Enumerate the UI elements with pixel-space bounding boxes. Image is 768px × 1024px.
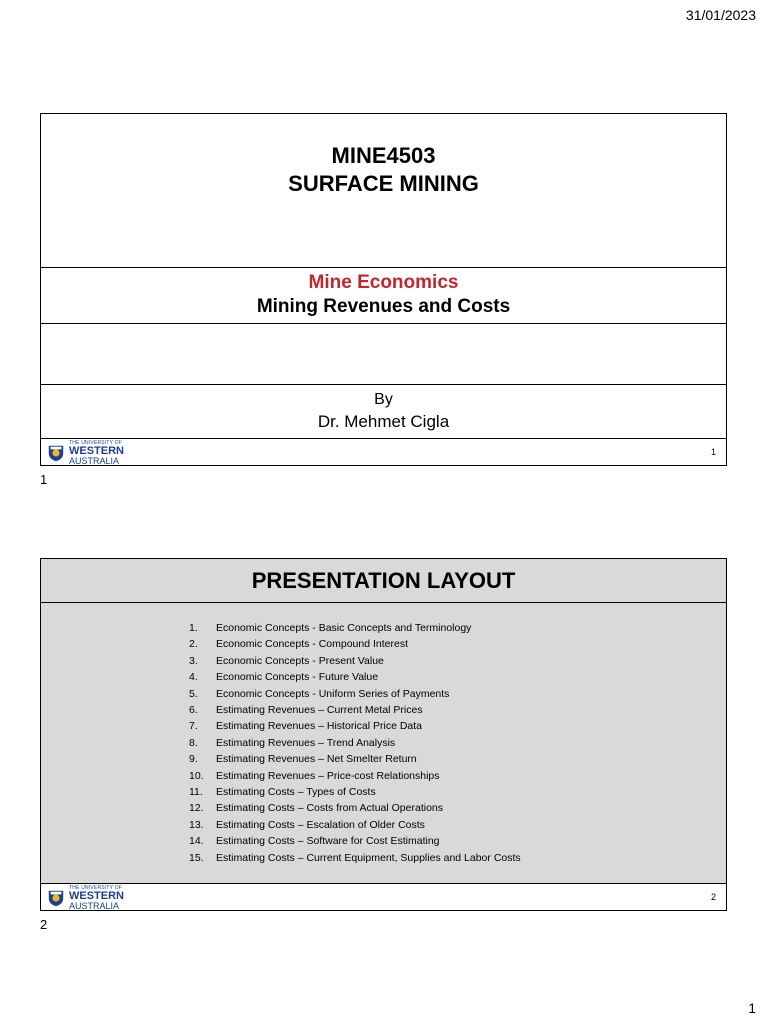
slide-2-title: PRESENTATION LAYOUT xyxy=(251,568,516,593)
agenda-item-text: Estimating Revenues – Current Metal Prices xyxy=(216,704,423,717)
agenda-item-number: 6. xyxy=(189,704,198,717)
agenda-item-number: 3. xyxy=(189,654,198,667)
agenda-item-text: Estimating Revenues – Historical Price Data xyxy=(216,720,423,733)
print-date: 31/01/2023 xyxy=(685,7,756,23)
course-code: MINE4503 xyxy=(331,143,436,168)
slide-number: 2 xyxy=(710,892,716,902)
agenda-item-text: Estimating Costs – Costs from Actual Operations xyxy=(216,802,444,815)
agenda-item-text: Estimating Costs – Software for Cost Estimating xyxy=(216,835,440,848)
agenda-item-text: Estimating Revenues – Net Smelter Return xyxy=(216,753,417,766)
author-name: Dr. Mehmet Cigla xyxy=(317,412,450,431)
agenda-item xyxy=(189,735,521,751)
slide-2 xyxy=(40,558,727,911)
agenda-item xyxy=(189,718,521,734)
topic-title: Mine Economics xyxy=(308,272,459,293)
agenda-item-text: Estimating Revenues – Trend Analysis xyxy=(216,736,396,749)
agenda-item xyxy=(189,833,521,849)
agenda-item-number: 7. xyxy=(189,720,198,733)
agenda-item-number: 5. xyxy=(189,687,198,700)
agenda-item xyxy=(189,800,521,816)
crest-icon xyxy=(47,889,65,907)
agenda-item xyxy=(189,751,521,767)
logo-line2: WESTERN xyxy=(69,890,124,902)
uwa-logo xyxy=(47,886,124,910)
agenda-item-number: 9. xyxy=(189,753,198,766)
logo-line3: AUSTRALIA xyxy=(69,901,120,911)
blank-section xyxy=(41,323,726,385)
agenda-item xyxy=(189,850,521,866)
title-section xyxy=(41,114,726,268)
slide-footer xyxy=(41,883,726,910)
agenda-item-number: 12. xyxy=(189,802,204,815)
agenda-item xyxy=(189,653,521,669)
agenda-list xyxy=(189,620,521,866)
agenda-item-number: 11. xyxy=(189,786,203,799)
slide-2-header xyxy=(41,559,726,603)
logo-line3: AUSTRALIA xyxy=(69,456,120,466)
uwa-logo xyxy=(47,441,124,465)
slide-1 xyxy=(40,113,727,466)
author-section xyxy=(41,384,726,439)
topic-subtitle: Mining Revenues and Costs xyxy=(256,296,511,317)
agenda-item-number: 14. xyxy=(189,835,204,848)
agenda-item xyxy=(189,636,521,652)
logo-line1: THE UNIVERSITY OF xyxy=(69,440,123,446)
agenda-item-text: Estimating Costs – Types of Costs xyxy=(216,786,376,799)
agenda-item-number: 15. xyxy=(189,851,204,864)
slide-footer xyxy=(41,439,726,465)
agenda-item-text: Economic Concepts - Future Value xyxy=(216,671,379,684)
agenda-item-text: Estimating Revenues – Price-cost Relationships xyxy=(216,769,440,782)
logo-line1: THE UNIVERSITY OF xyxy=(69,885,123,891)
logo-line2: WESTERN xyxy=(69,445,124,457)
agenda-item xyxy=(189,686,521,702)
agenda-item xyxy=(189,768,521,784)
agenda-item-number: 8. xyxy=(189,736,198,749)
slide-label-1: 1 xyxy=(40,472,48,487)
agenda-item-number: 2. xyxy=(189,638,198,651)
agenda-item xyxy=(189,702,521,718)
agenda-item-text: Economic Concepts - Compound Interest xyxy=(216,638,409,651)
course-name: SURFACE MINING xyxy=(288,171,479,196)
agenda-item-text: Economic Concepts - Basic Concepts and Terminology xyxy=(216,622,472,634)
crest-icon xyxy=(47,444,65,462)
agenda-item xyxy=(189,620,521,636)
agenda-item-number: 10. xyxy=(189,769,204,782)
topic-section xyxy=(41,267,726,324)
agenda-item-number: 1. xyxy=(189,622,198,634)
slide-label-2: 2 xyxy=(40,917,48,932)
by-label: By xyxy=(374,391,393,408)
slide-number: 1 xyxy=(710,447,716,457)
page-number: 1 xyxy=(748,1000,756,1016)
agenda-item-text: Economic Concepts - Present Value xyxy=(216,654,384,667)
agenda-item xyxy=(189,817,521,833)
agenda-item-text: Economic Concepts - Uniform Series of Payments xyxy=(216,687,450,700)
agenda-item xyxy=(189,784,521,800)
agenda-item-number: 4. xyxy=(189,671,198,684)
agenda-item xyxy=(189,669,521,685)
agenda-item-text: Estimating Costs – Current Equipment, Supplies and Labor Costs xyxy=(216,851,521,864)
agenda-item-number: 13. xyxy=(189,818,204,831)
agenda-item-text: Estimating Costs – Escalation of Older Costs xyxy=(216,818,425,831)
